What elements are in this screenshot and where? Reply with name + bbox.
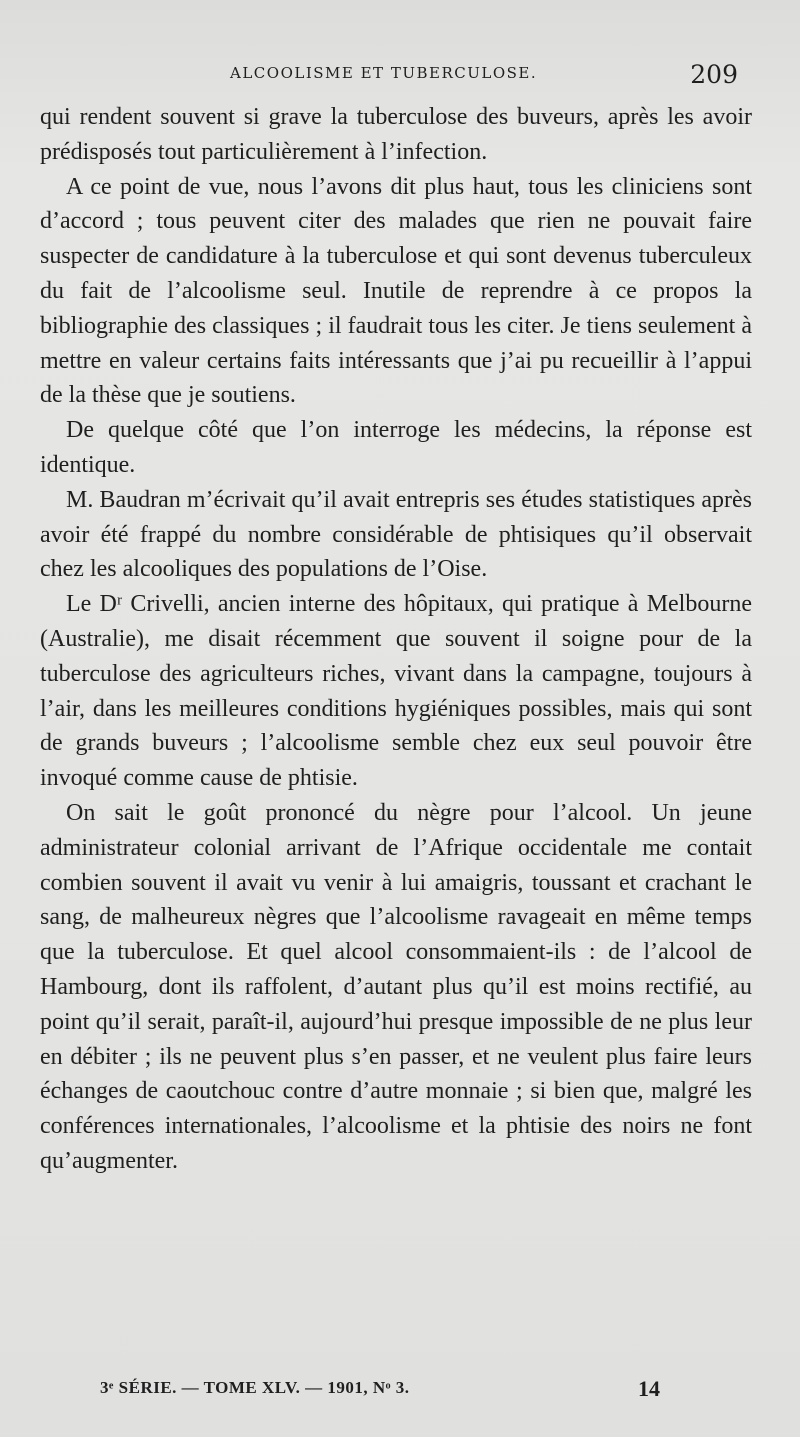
page-header — [40, 60, 740, 90]
page-number: 209 — [690, 60, 738, 89]
paragraph: Le Dʳ Crivelli, ancien interne des hôpitaux, qui pratique à Melbourne (Australie), me disait récemment que souvent il soigne pour de la tuberculose des agriculteurs riches, vivant dans la campagne, toujours à l’air, dans les meilleures conditions hygiéniques possibles, mais qui sont de grands buveurs ; l’alcoolisme semble chez eux seul pouvoir être invoqué comme cause de phtisie. — [40, 591, 752, 792]
body-text — [40, 100, 752, 1179]
paragraph: On sait le goût prononcé du nègre pour l’alcool. Un jeune administrateur colonial arrivant de l’Afrique occidentale me contait combien souvent il avait vu venir à lui amaigris, toussant et crachant le sang, de malheureux nègres que l’alcoolisme ravageait en même temps que la tuberculose. Et quel alcool consommaient-ils : de l’alcool de Hambourg, dont ils raffolent, d’autant plus qu’il est moins rectifié, au point qu’il serait, paraît-il, aujourd’hui presque impossible de ne plus leur en débiter ; ils ne peuvent plus s’en passer, et ne veulent plus faire leurs échanges de caoutchouc contre d’autre monnaie ; si bien que, malgré les conférences internationales, l’alcoolisme et la phtisie des noirs ne font qu’augmenter. — [40, 799, 752, 1174]
printer-signature: 3ᵉ SÉRIE. — TOME XLV. — 1901, Nᵒ 3. — [100, 1378, 410, 1397]
paragraph: qui rendent souvent si grave la tuberculose des buveurs, après les avoir prédisposés tout particulièrement à l’infection. — [40, 104, 752, 165]
paragraph: M. Baudran m’écrivait qu’il avait entrepris ses études statistiques après avoir été frappé du nombre considérable de phtisiques qu’il observait chez les alcooliques des populations de l’Oise. — [40, 486, 752, 583]
paragraph: A ce point de vue, nous l’avons dit plus haut, tous les cliniciens sont d’accord ; tous peuvent citer des malades que rien ne pouvait faire suspecter de candidature à la tuberculose et qui sont devenus tuberculeux du fait de l’alcoolisme seul. Inutile de reprendre à ce propos la bibliographie des classiques ; il faudrait tous les citer. Je tiens seulement à mettre en valeur certains faits intéressants que j’ai pu recueillir à l’appui de la thèse que je soutiens. — [40, 173, 752, 409]
running-title: ALCOOLISME ET TUBERCULOSE. — [230, 64, 538, 82]
page-footer — [100, 1376, 660, 1404]
paragraph: De quelque côté que l’on interroge les médecins, la réponse est identique. — [40, 417, 752, 478]
sheet-number: 14 — [638, 1376, 660, 1401]
